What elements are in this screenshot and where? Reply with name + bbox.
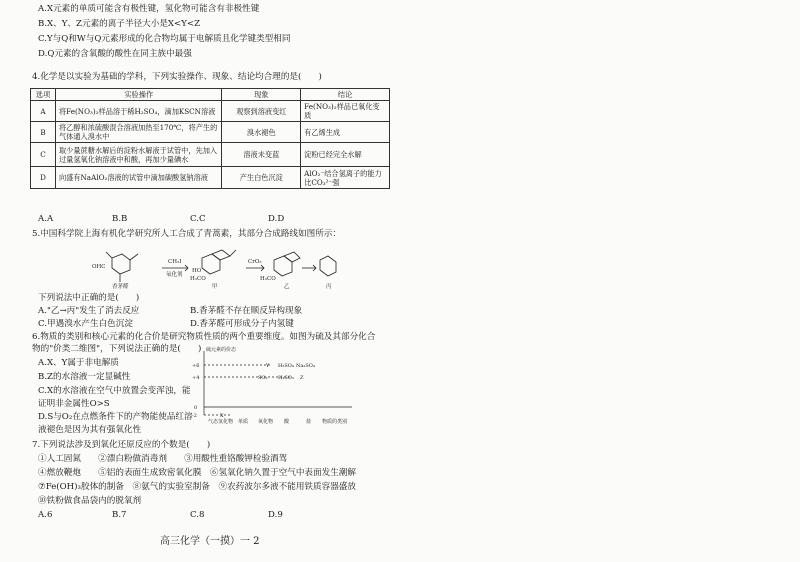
row-phenomenon: 溴水褪色 xyxy=(222,122,301,143)
q7-item-line: ⑩铁粉做食品袋内的脱氧剂 xyxy=(38,496,142,506)
table-row xyxy=(31,101,390,122)
row-operation: 将Fe(NO₃)₂样品溶于稀H₂SO₄，滴加KSCN溶液 xyxy=(55,101,221,122)
reagent-label: CH₃I xyxy=(168,259,182,265)
reagent-label: CrO₃ xyxy=(248,259,262,265)
row-operation: 取少量蔗糖水解后的淀粉水解液于试管中，先加入过量氢氧化钠溶液中和酸，再加少量碘水 xyxy=(55,143,221,167)
x-tick: 酸 xyxy=(284,419,290,425)
q4-choice-a: A.A xyxy=(38,214,54,224)
q7-item-line: ①人工固氮 ②漂白粉做消毒剂 ③用酸性重铬酸钾检验酒驾 xyxy=(38,454,288,464)
row-label: D xyxy=(31,167,56,189)
q3-option-d: D.Q元素的含氧酸的酸性在同主族中最强 xyxy=(38,49,192,59)
y-axis-label: 硫元素的价态 xyxy=(206,347,237,353)
page-footer: 高三化学（一摸）一 2 xyxy=(160,536,260,547)
x-tick: 单质 xyxy=(238,419,249,425)
x-tick: 氧化物 xyxy=(258,419,274,425)
ring-shape xyxy=(112,254,130,274)
point-label: Na₂SO₄ xyxy=(296,363,315,369)
row-phenomenon: 观察到溶液变红 xyxy=(222,101,301,122)
group-label: HO xyxy=(192,268,202,274)
row-operation: 将乙醇和浓硫酸混合溶液加热至170℃，将产生的气体通入溴水中 xyxy=(55,122,221,143)
y-tick: +4 xyxy=(192,375,200,381)
row-conclusion: Fe(NO₃)₂样品已氧化变质 xyxy=(301,101,390,122)
point-label: Y xyxy=(266,363,270,369)
q6-option-c-line1: C.X的水溶液在空气中放置会变浑浊，能 xyxy=(38,386,191,396)
q7-choice-a: A.6 xyxy=(38,510,53,520)
q6-stem-line1: 6.物质的类别和核心元素的化合价是研究物质性质的两个重要维度。如图为硫及其部分化合 xyxy=(32,332,376,342)
row-phenomenon: 产生白色沉淀 xyxy=(222,167,301,189)
sulfur-valence-class-chart xyxy=(182,345,362,429)
q4-choice-c: C.C xyxy=(190,214,206,224)
q6-stem-line2: 物的"价类二维图"，下列说法正确的是( ) xyxy=(32,344,202,354)
point-label: X xyxy=(220,413,224,419)
q6-option-d-line1: D.S与O₂在点燃条件下的产物能使品红溶 xyxy=(38,412,193,422)
q4-table xyxy=(30,88,390,189)
table-header: 现象 xyxy=(222,89,301,101)
q5-option-b: B.香茅醛不存在顺反异构现象 xyxy=(190,306,303,316)
table-header-row xyxy=(31,89,390,101)
row-label: A xyxy=(31,101,56,122)
q4-choice-d: D.D xyxy=(268,214,285,224)
q7-stem: 7.下列说法涉及到氧化还原反应的个数是( ) xyxy=(32,440,211,450)
table-header: 实验操作 xyxy=(55,89,221,101)
q5-question: 下列说法中正确的是( ) xyxy=(38,293,140,303)
compound-name: 丙 xyxy=(326,284,332,290)
q6-option-a: A.X、Y属于非电解质 xyxy=(38,358,119,368)
q3-option-a: A.X元素的单质可能含有极性键，氢化物可能含有非极性键 xyxy=(38,4,260,14)
q7-choice-b: B.7 xyxy=(112,510,127,520)
row-conclusion: AlO₂⁻结合氢离子的能力比CO₃²⁻强 xyxy=(301,167,390,189)
q7-choice-d: D.9 xyxy=(268,510,283,520)
row-label: C xyxy=(31,143,56,167)
q6-option-c-line2: 证明非金属性O>S xyxy=(38,399,110,409)
y-tick: 0 xyxy=(194,405,198,411)
row-phenomenon: 溶液未变蓝 xyxy=(222,143,301,167)
q5-option-a: A."乙→丙"发生了消去反应 xyxy=(38,306,140,316)
table-row xyxy=(31,143,390,167)
reagent-label: 氧化剂 xyxy=(166,272,183,278)
x-tick: 气态氢化物 xyxy=(208,419,234,425)
synthesis-route-diagram xyxy=(90,246,340,292)
table-row xyxy=(31,167,390,189)
q5-option-c: C.甲遇溴水产生白色沉淀 xyxy=(38,319,133,329)
point-label: H₂SO₄ xyxy=(278,363,294,369)
row-conclusion: 有乙烯生成 xyxy=(301,122,390,143)
q7-item-line: ⑦Fe(OH)₃胶体的制备 ⑧氨气的实验室制备 ⑨农药波尔多液不能用铁质容器盛放 xyxy=(38,482,356,492)
q3-option-c: C.Y与Q和W与Q元素形成的化合物均属于电解质且化学键类型相同 xyxy=(38,34,291,44)
point-label: Z xyxy=(300,375,304,381)
q5-option-d: D.香茅醛可形成分子内氢键 xyxy=(190,319,294,329)
q6-option-d-line2: 液褪色是因为其有强氧化性 xyxy=(38,425,142,435)
q7-item-line: ④燃放鞭炮 ⑤铝的表面生成致密氧化膜 ⑥氢氧化钠久置于空气中表面发生潮解 xyxy=(38,468,356,478)
y-tick: +6 xyxy=(192,363,200,369)
group-label: OHC xyxy=(92,264,106,270)
table-row xyxy=(31,122,390,143)
group-label: H₃CO xyxy=(190,276,206,282)
q5-stem: 5.中国科学院上海有机化学研究所人工合成了青蒿素，其部分合成路线如图所示： xyxy=(32,229,341,239)
compound-name: 甲 xyxy=(212,284,218,290)
q7-choice-c: C.8 xyxy=(190,510,205,520)
point-label: H₂SO₃ xyxy=(278,375,294,381)
y-tick: -2 xyxy=(192,413,197,419)
compound-name: 乙 xyxy=(284,284,290,290)
table-header: 选项 xyxy=(31,89,56,101)
compound-name: 香茅醛 xyxy=(112,284,129,290)
group-label: H₃CO xyxy=(260,276,276,282)
q3-option-b: B.X、Y、Z元素的离子半径大小是X<Y<Z xyxy=(38,19,201,29)
row-conclusion: 淀粉已经完全水解 xyxy=(301,143,390,167)
x-tick: 物质的类别 xyxy=(322,419,348,425)
x-tick: 盐 xyxy=(306,419,312,425)
q6-option-b: B.Z的水溶液一定显碱性 xyxy=(38,372,131,382)
table-header: 结论 xyxy=(301,89,390,101)
q4-choice-b: B.B xyxy=(112,214,128,224)
point-label: SO₂ xyxy=(258,375,268,381)
row-operation: 向盛有NaAlO₂溶液的试管中滴加碳酸氢钠溶液 xyxy=(55,167,221,189)
row-label: B xyxy=(31,122,56,143)
q4-stem: 4.化学是以实验为基础的学科，下列实验操作、现象、结论均合理的是( ) xyxy=(32,72,322,82)
